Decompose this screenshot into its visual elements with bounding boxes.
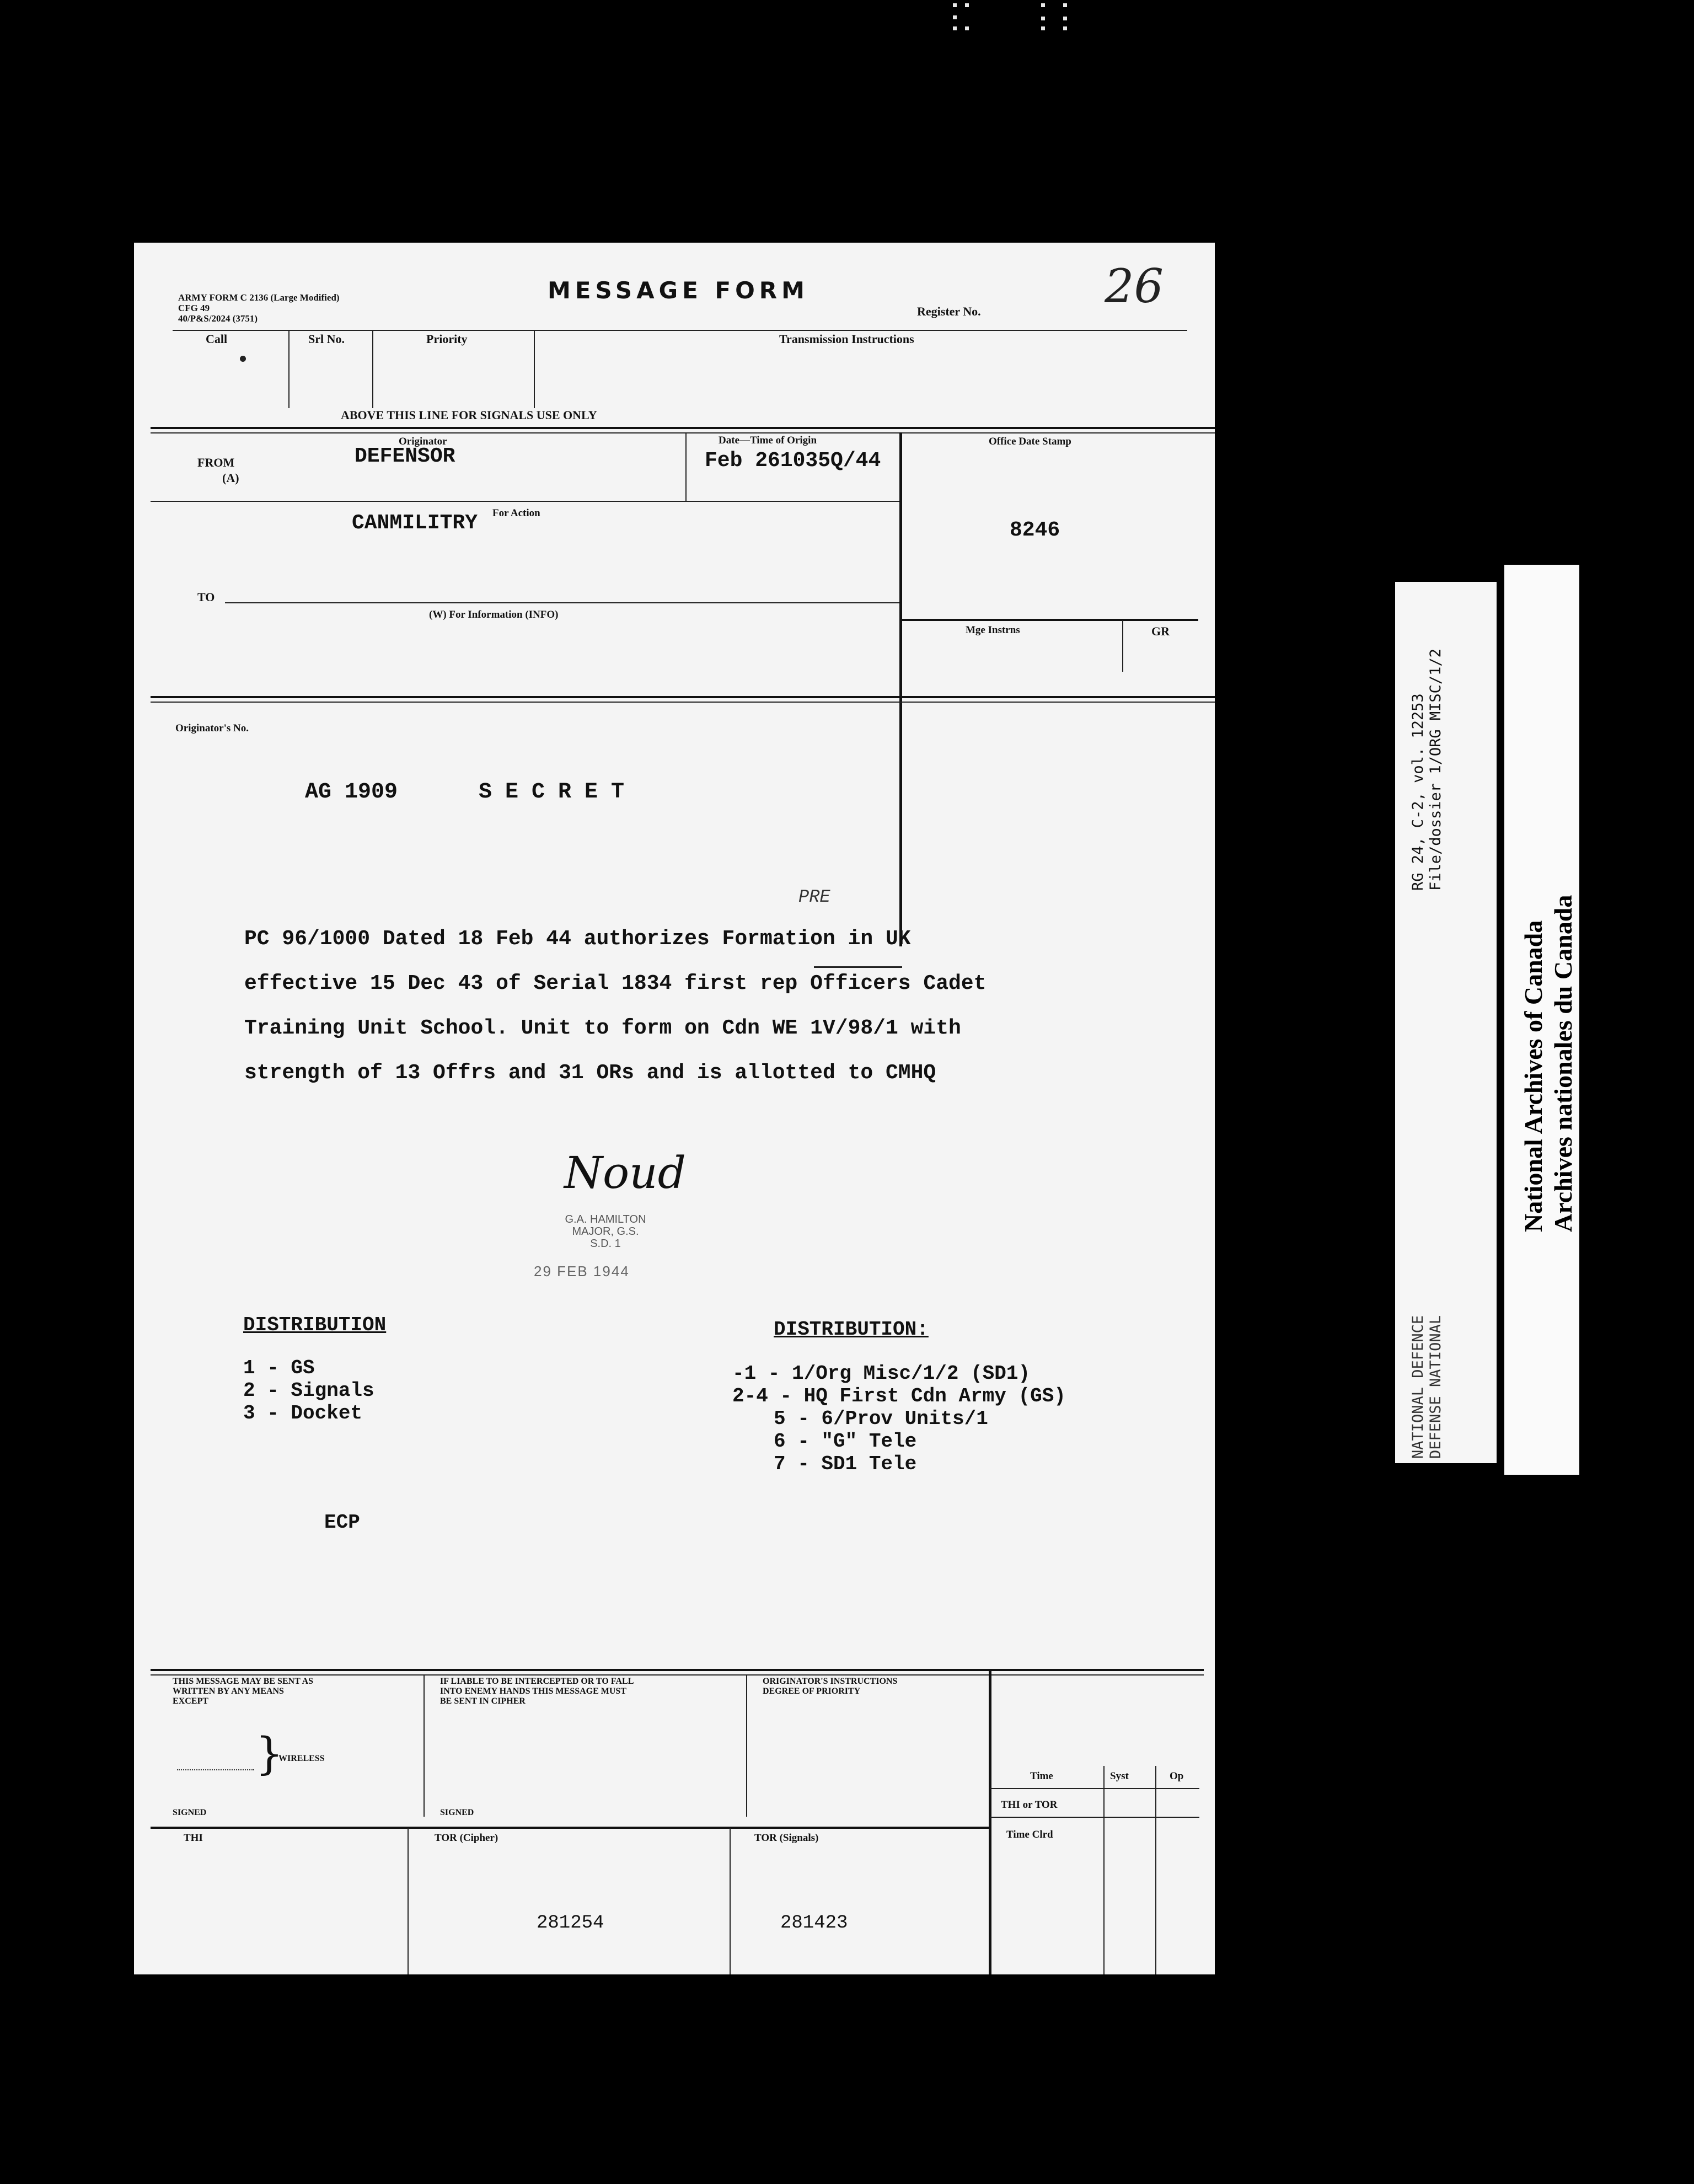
thi-or-tor-label: THI or TOR [1001, 1799, 1058, 1811]
army-form-number: ARMY FORM C 2136 (Large Modified) [178, 292, 340, 303]
from-label: FROM [197, 456, 235, 469]
tor-cipher-label: TOR (Cipher) [435, 1832, 498, 1844]
scan-marks [953, 0, 1096, 39]
wireless-label: WIRELESS [278, 1754, 325, 1763]
archive-ref-line-1: RG 24, C-2, vol. 12253 [1409, 693, 1427, 891]
time-label: Time [1030, 1770, 1053, 1782]
stamp-rank: MAJOR, G.S. [572, 1225, 639, 1238]
call-mark [240, 356, 246, 362]
originator-label: Originator [399, 436, 447, 447]
office-stamp-label: Office Date Stamp [989, 436, 1071, 447]
date-time-label: Date—Time of Origin [719, 435, 817, 446]
signed-label-1: SIGNED [173, 1808, 207, 1817]
department-label [1409, 1315, 1445, 1459]
addressee-value: CANMILITRY [352, 511, 478, 535]
stamp-name: G.A. HAMILTON [565, 1213, 646, 1225]
tor-signals-value: 281423 [780, 1913, 848, 1934]
signature-handwriting: Noud [564, 1147, 686, 1198]
distribution-right-title: DISTRIBUTION: [774, 1318, 929, 1341]
cipher-line-1: IF LIABLE TO BE INTERCEPTED OR TO FALL [440, 1677, 634, 1686]
cipher-line-2: INTO ENEMY HANDS THIS MESSAGE MUST [440, 1687, 626, 1696]
department-line-1: NATIONAL DEFENCE [1409, 1315, 1427, 1459]
distribution-left-item: 2 - Signals [243, 1379, 374, 1402]
cipher-instructions [440, 1677, 634, 1706]
message-form [134, 243, 1215, 1974]
distribution-right-item: 2-4 - HQ First Cdn Army (GS) [732, 1385, 1066, 1407]
cipher-line-3: BE SENT IN CIPHER [440, 1696, 526, 1706]
cfg-number: CFG 49 [178, 303, 210, 313]
originator-value: DEFENSOR [355, 445, 455, 468]
office-stamp-number: 8246 [1010, 518, 1060, 542]
distribution-right-item: 6 - "G" Tele [774, 1430, 917, 1453]
originators-no-label: Originator's No. [175, 722, 249, 734]
op-label: Op [1170, 1770, 1184, 1782]
message-line-2: effective 15 Dec 43 of Serial 1834 first rep Officers Cadet [244, 972, 987, 995]
call-label: Call [206, 332, 228, 346]
form-title: MESSAGE FORM [548, 277, 809, 304]
syst-label: Syst [1110, 1770, 1129, 1782]
from-sub-label: (A) [222, 471, 239, 485]
transmission-label: Transmission Instructions [779, 332, 914, 346]
wireless-brace: } [255, 1728, 283, 1779]
archive-ref-line-2: File/dossier 1/ORG MISC/1/2 [1427, 649, 1444, 891]
distribution-right-item: 5 - 6/Prov Units/1 [774, 1407, 988, 1430]
stamp-date: 29 FEB 1944 [534, 1263, 630, 1280]
archives-label-en: National Archives of Canada [1519, 920, 1547, 1232]
distribution-right-item: -1 - 1/Org Misc/1/2 (SD1) [732, 1362, 1031, 1385]
written-instructions [173, 1677, 410, 1706]
message-body [244, 917, 986, 1095]
written-line-2: WRITTEN BY ANY MEANS [173, 1687, 284, 1696]
to-label: TO [197, 590, 215, 604]
hamilton-stamp [542, 1213, 669, 1250]
message-line-1: PC 96/1000 Dated 18 Feb 44 authorizes Formation in UK [244, 927, 911, 951]
written-line-1: THIS MESSAGE MAY BE SENT AS [173, 1677, 314, 1686]
originator-instructions [763, 1677, 897, 1696]
typist-initials: ECP [324, 1511, 360, 1534]
orig-instr-label: ORIGINATOR'S INSTRUCTIONS [763, 1677, 898, 1686]
national-archives-label [1519, 895, 1578, 1232]
gr-label: GR [1151, 624, 1170, 638]
register-label: Register No. [917, 304, 981, 318]
handwritten-correction: PRE [798, 887, 830, 907]
date-time-value: Feb 261035Q/44 [705, 449, 881, 473]
distribution-left-title: DISTRIBUTION [243, 1314, 387, 1336]
classification: S E C R E T [479, 780, 625, 805]
info-label: (W) For Information (INFO) [429, 609, 559, 620]
archive-reference-strip [1395, 582, 1497, 1463]
priority-label: Priority [426, 332, 468, 346]
distribution-right-item: 7 - SD1 Tele [774, 1453, 917, 1475]
mge-instrns-label: Mge Instrns [966, 624, 1020, 636]
archives-label-fr: Archives nationales du Canada [1549, 895, 1577, 1232]
form-header-block [178, 292, 340, 324]
page-number: 26 [1105, 259, 1164, 313]
stamp-branch: S.D. 1 [590, 1238, 621, 1250]
signals-line-note: ABOVE THIS LINE FOR SIGNALS USE ONLY [341, 408, 597, 422]
thi-label: THI [184, 1832, 203, 1844]
distribution-right-list [732, 1362, 1066, 1475]
srl-label: Srl No. [308, 332, 345, 346]
strike-through [814, 966, 902, 968]
wireless-dotted-line [177, 1769, 254, 1770]
written-line-3: EXCEPT [173, 1696, 208, 1706]
signed-label-2: SIGNED [440, 1808, 474, 1817]
distribution-left-list [243, 1357, 374, 1425]
message-line-3: Training Unit School. Unit to form on Cdn WE 1V/98/1 with [244, 1016, 961, 1040]
print-reference: 40/P&S/2024 (3751) [178, 313, 258, 324]
for-action-label: For Action [492, 507, 540, 519]
tor-cipher-value: 281254 [537, 1913, 604, 1934]
distribution-left-item: 1 - GS [243, 1357, 315, 1379]
national-archives-strip [1504, 565, 1579, 1475]
tor-signals-label: TOR (Signals) [754, 1832, 819, 1844]
distribution-left-item: 3 - Docket [243, 1402, 363, 1425]
message-ref: AG 1909 [305, 780, 398, 805]
archive-reference [1409, 649, 1445, 891]
degree-priority-label: DEGREE OF PRIORITY [763, 1687, 861, 1696]
time-clrd-label: Time Clrd [1006, 1829, 1053, 1840]
message-line-4: strength of 13 Offrs and 31 ORs and is allotted to CMHQ [244, 1061, 936, 1085]
department-line-2: DEFENSE NATIONAL [1427, 1315, 1444, 1459]
